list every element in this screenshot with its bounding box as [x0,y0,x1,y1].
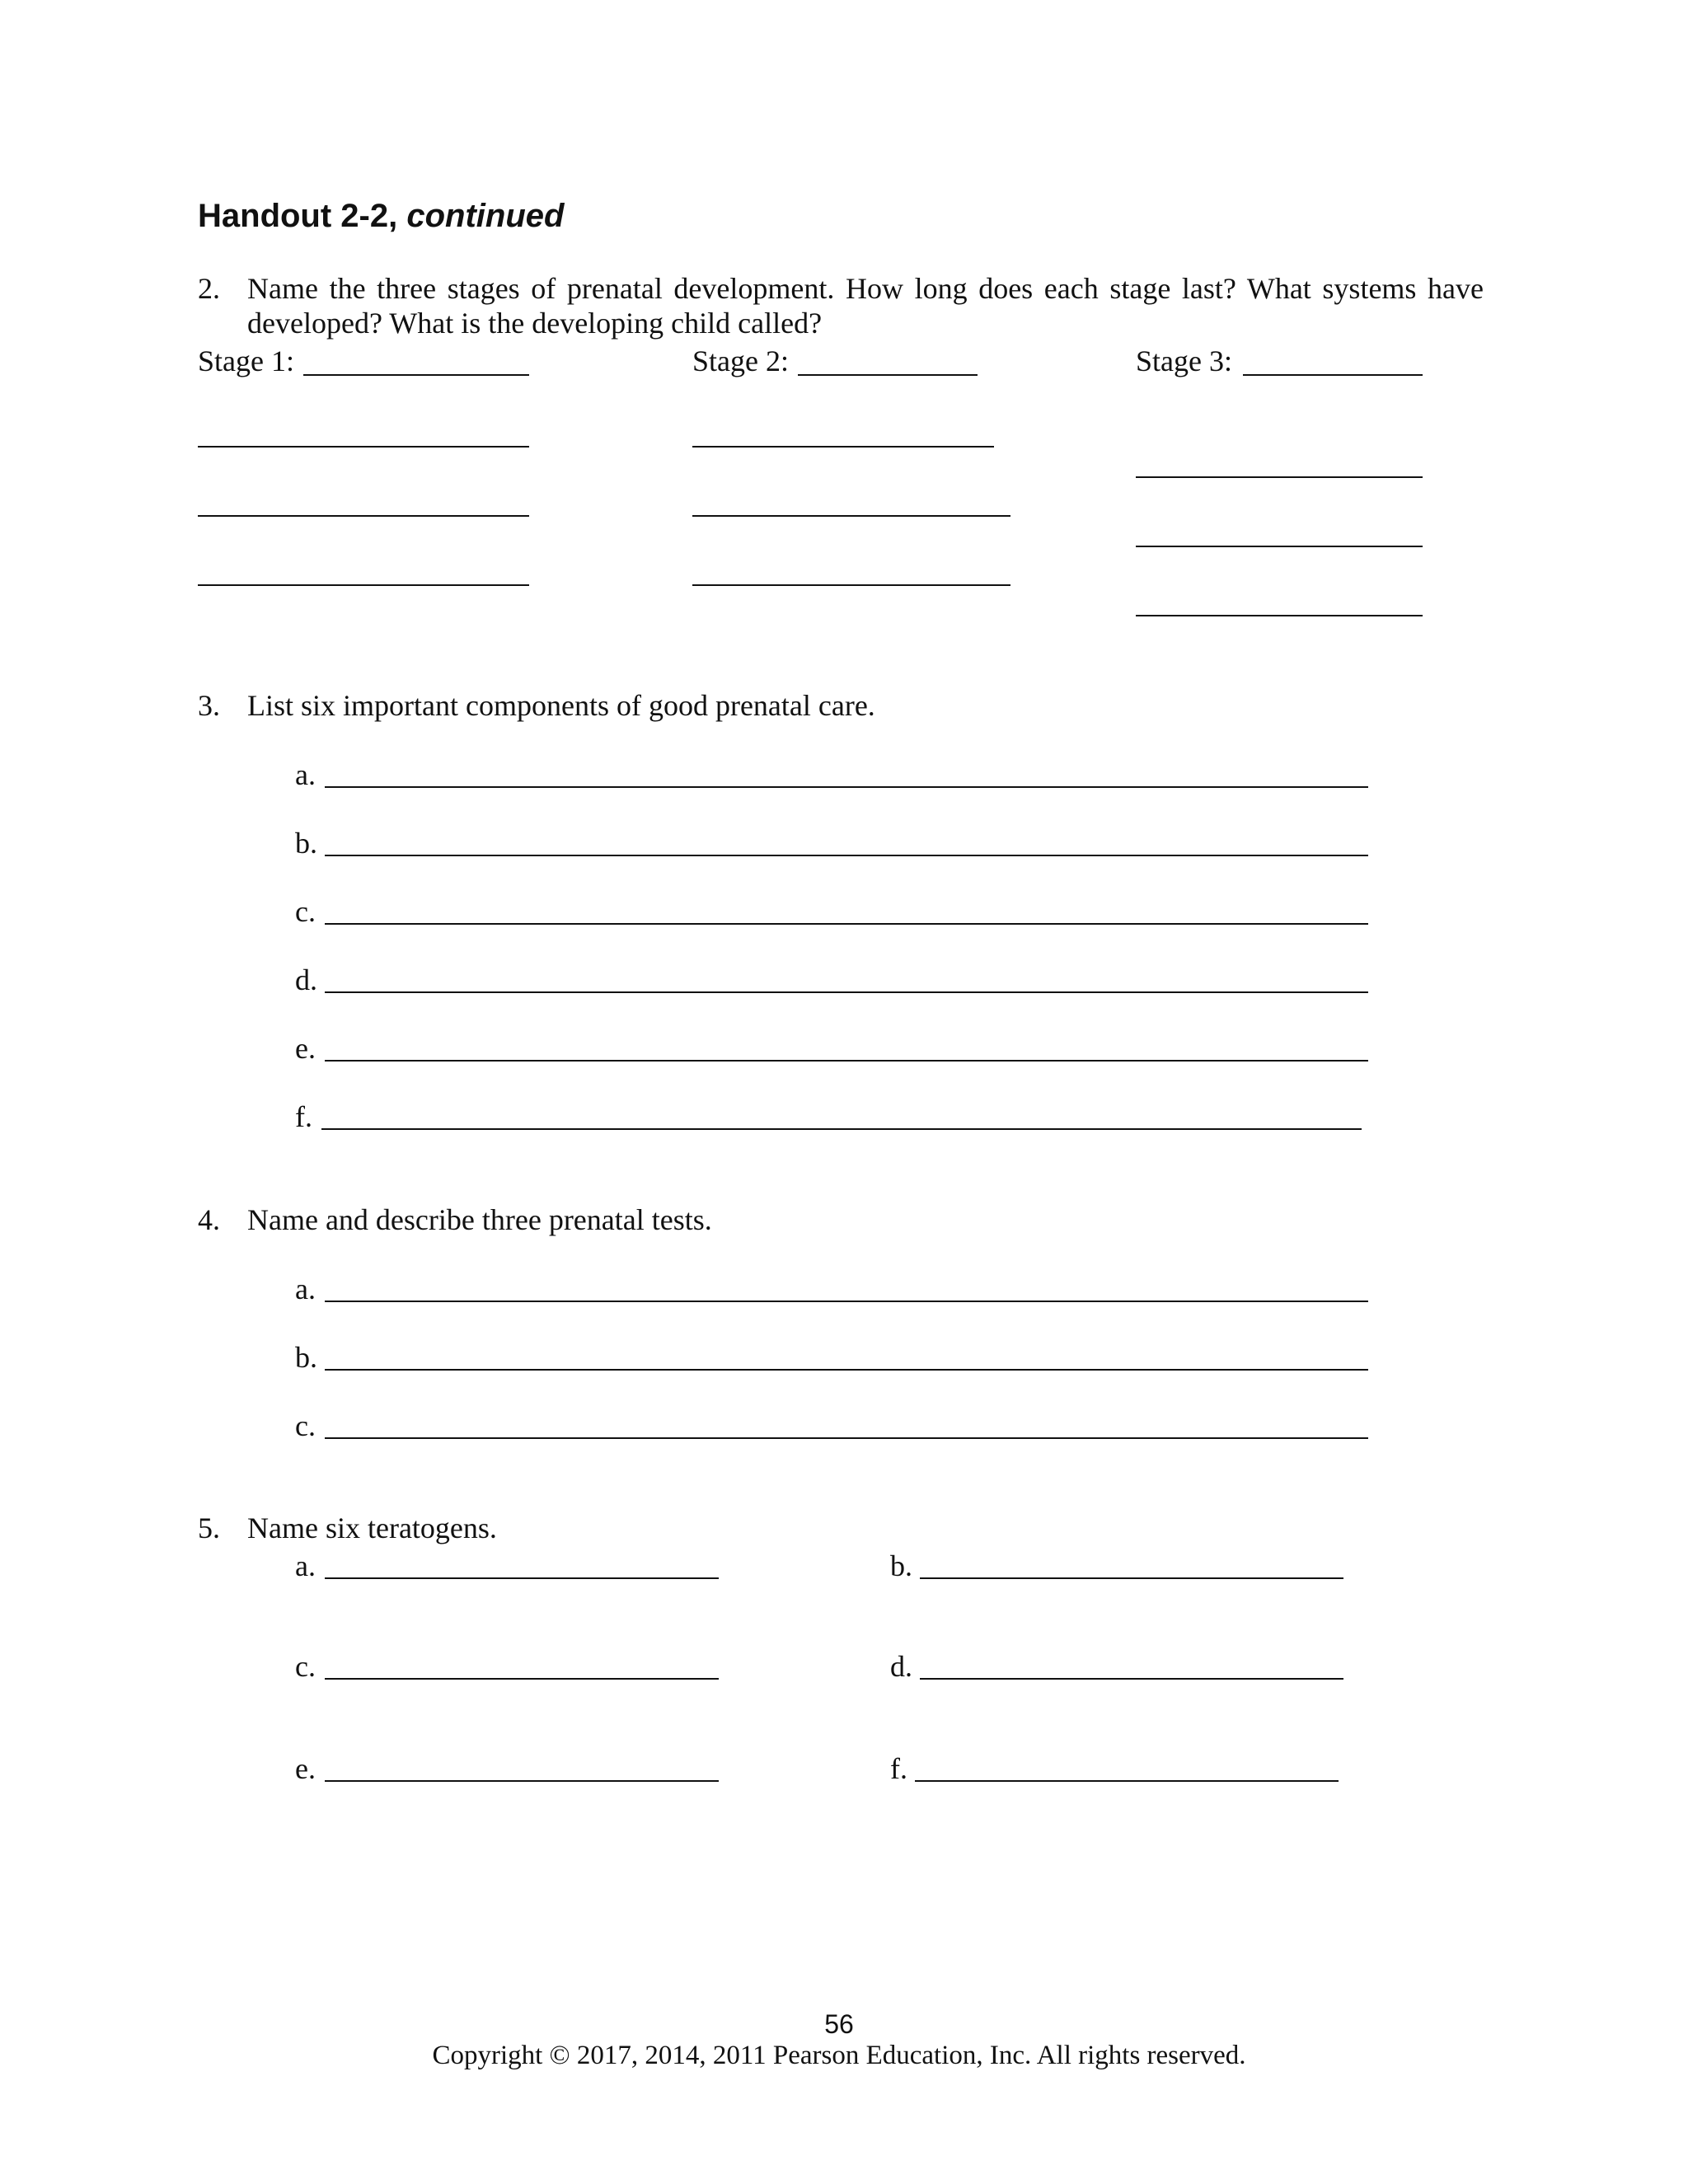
q3-item-label: f. [295,1100,312,1133]
stage1-answer-line[interactable] [198,446,529,448]
stage2-answer-line[interactable] [692,446,994,448]
q3-answer-line[interactable] [325,855,1368,856]
page-number: 56 [824,2009,854,2039]
q4-answer-line[interactable] [325,1369,1368,1371]
q3-number: 3. [198,689,220,722]
q5-answer-line[interactable] [920,1577,1343,1579]
q4-item-label: c. [295,1409,316,1442]
q5-item-label: b. [890,1549,912,1582]
stage3-name-blank[interactable] [1243,374,1423,376]
stage1-answer-line[interactable] [198,515,529,517]
q3-item-label: b. [295,827,317,860]
stage1-name-blank[interactable] [303,374,529,376]
stage2-label: Stage 2: [692,344,789,377]
stage3-answer-line[interactable] [1136,615,1423,616]
page-title [198,198,564,235]
q5-answer-line[interactable] [325,1780,719,1782]
q5-text: Name six teratogens. [247,1511,497,1544]
stage2-name-blank[interactable] [798,374,978,376]
q5-answer-line[interactable] [920,1678,1343,1680]
q5-item-label: f. [890,1752,907,1785]
stage1-answer-line[interactable] [198,584,529,586]
q2-number: 2. [198,272,220,305]
q2-text-line1: Name the three stages of prenatal development. How long does each stage last? What systems have [247,272,1484,305]
stage2-answer-line[interactable] [692,515,1010,517]
q3-answer-line[interactable] [321,1128,1362,1130]
q3-item-label: a. [295,758,316,791]
stage1-label: Stage 1: [198,344,294,377]
q4-answer-line[interactable] [325,1437,1368,1439]
stage3-answer-line[interactable] [1136,546,1423,547]
q3-answer-line[interactable] [325,1060,1368,1062]
q5-item-label: c. [295,1650,316,1683]
q3-item-label: c. [295,895,316,928]
q5-item-label: d. [890,1650,912,1683]
q2-text-line2: developed? What is the developing child called? [247,307,823,340]
q3-answer-line[interactable] [325,923,1368,925]
copyright-notice: Copyright © 2017, 2014, 2011 Pearson Education, Inc. All rights reserved. [432,2041,1246,2070]
stage3-answer-line[interactable] [1136,476,1423,478]
q4-item-label: b. [295,1341,317,1374]
q5-answer-line[interactable] [915,1780,1339,1782]
stage2-answer-line[interactable] [692,584,1010,586]
q3-item-label: d. [295,963,317,996]
q3-text: List six important components of good prenatal care. [247,689,875,722]
q4-answer-line[interactable] [325,1301,1368,1302]
stage3-label: Stage 3: [1136,344,1232,377]
q5-item-label: a. [295,1549,316,1582]
q5-answer-line[interactable] [325,1678,719,1680]
q3-answer-line[interactable] [325,786,1368,788]
q5-number: 5. [198,1511,220,1544]
q5-answer-line[interactable] [325,1577,719,1579]
q4-number: 4. [198,1203,220,1236]
title-text: Handout 2-2, [198,198,398,234]
q4-item-label: a. [295,1272,316,1305]
q4-text: Name and describe three prenatal tests. [247,1203,712,1236]
q3-answer-line[interactable] [325,991,1368,993]
title-italic: continued [406,198,565,234]
q3-item-label: e. [295,1032,316,1065]
q5-item-label: e. [295,1752,316,1785]
